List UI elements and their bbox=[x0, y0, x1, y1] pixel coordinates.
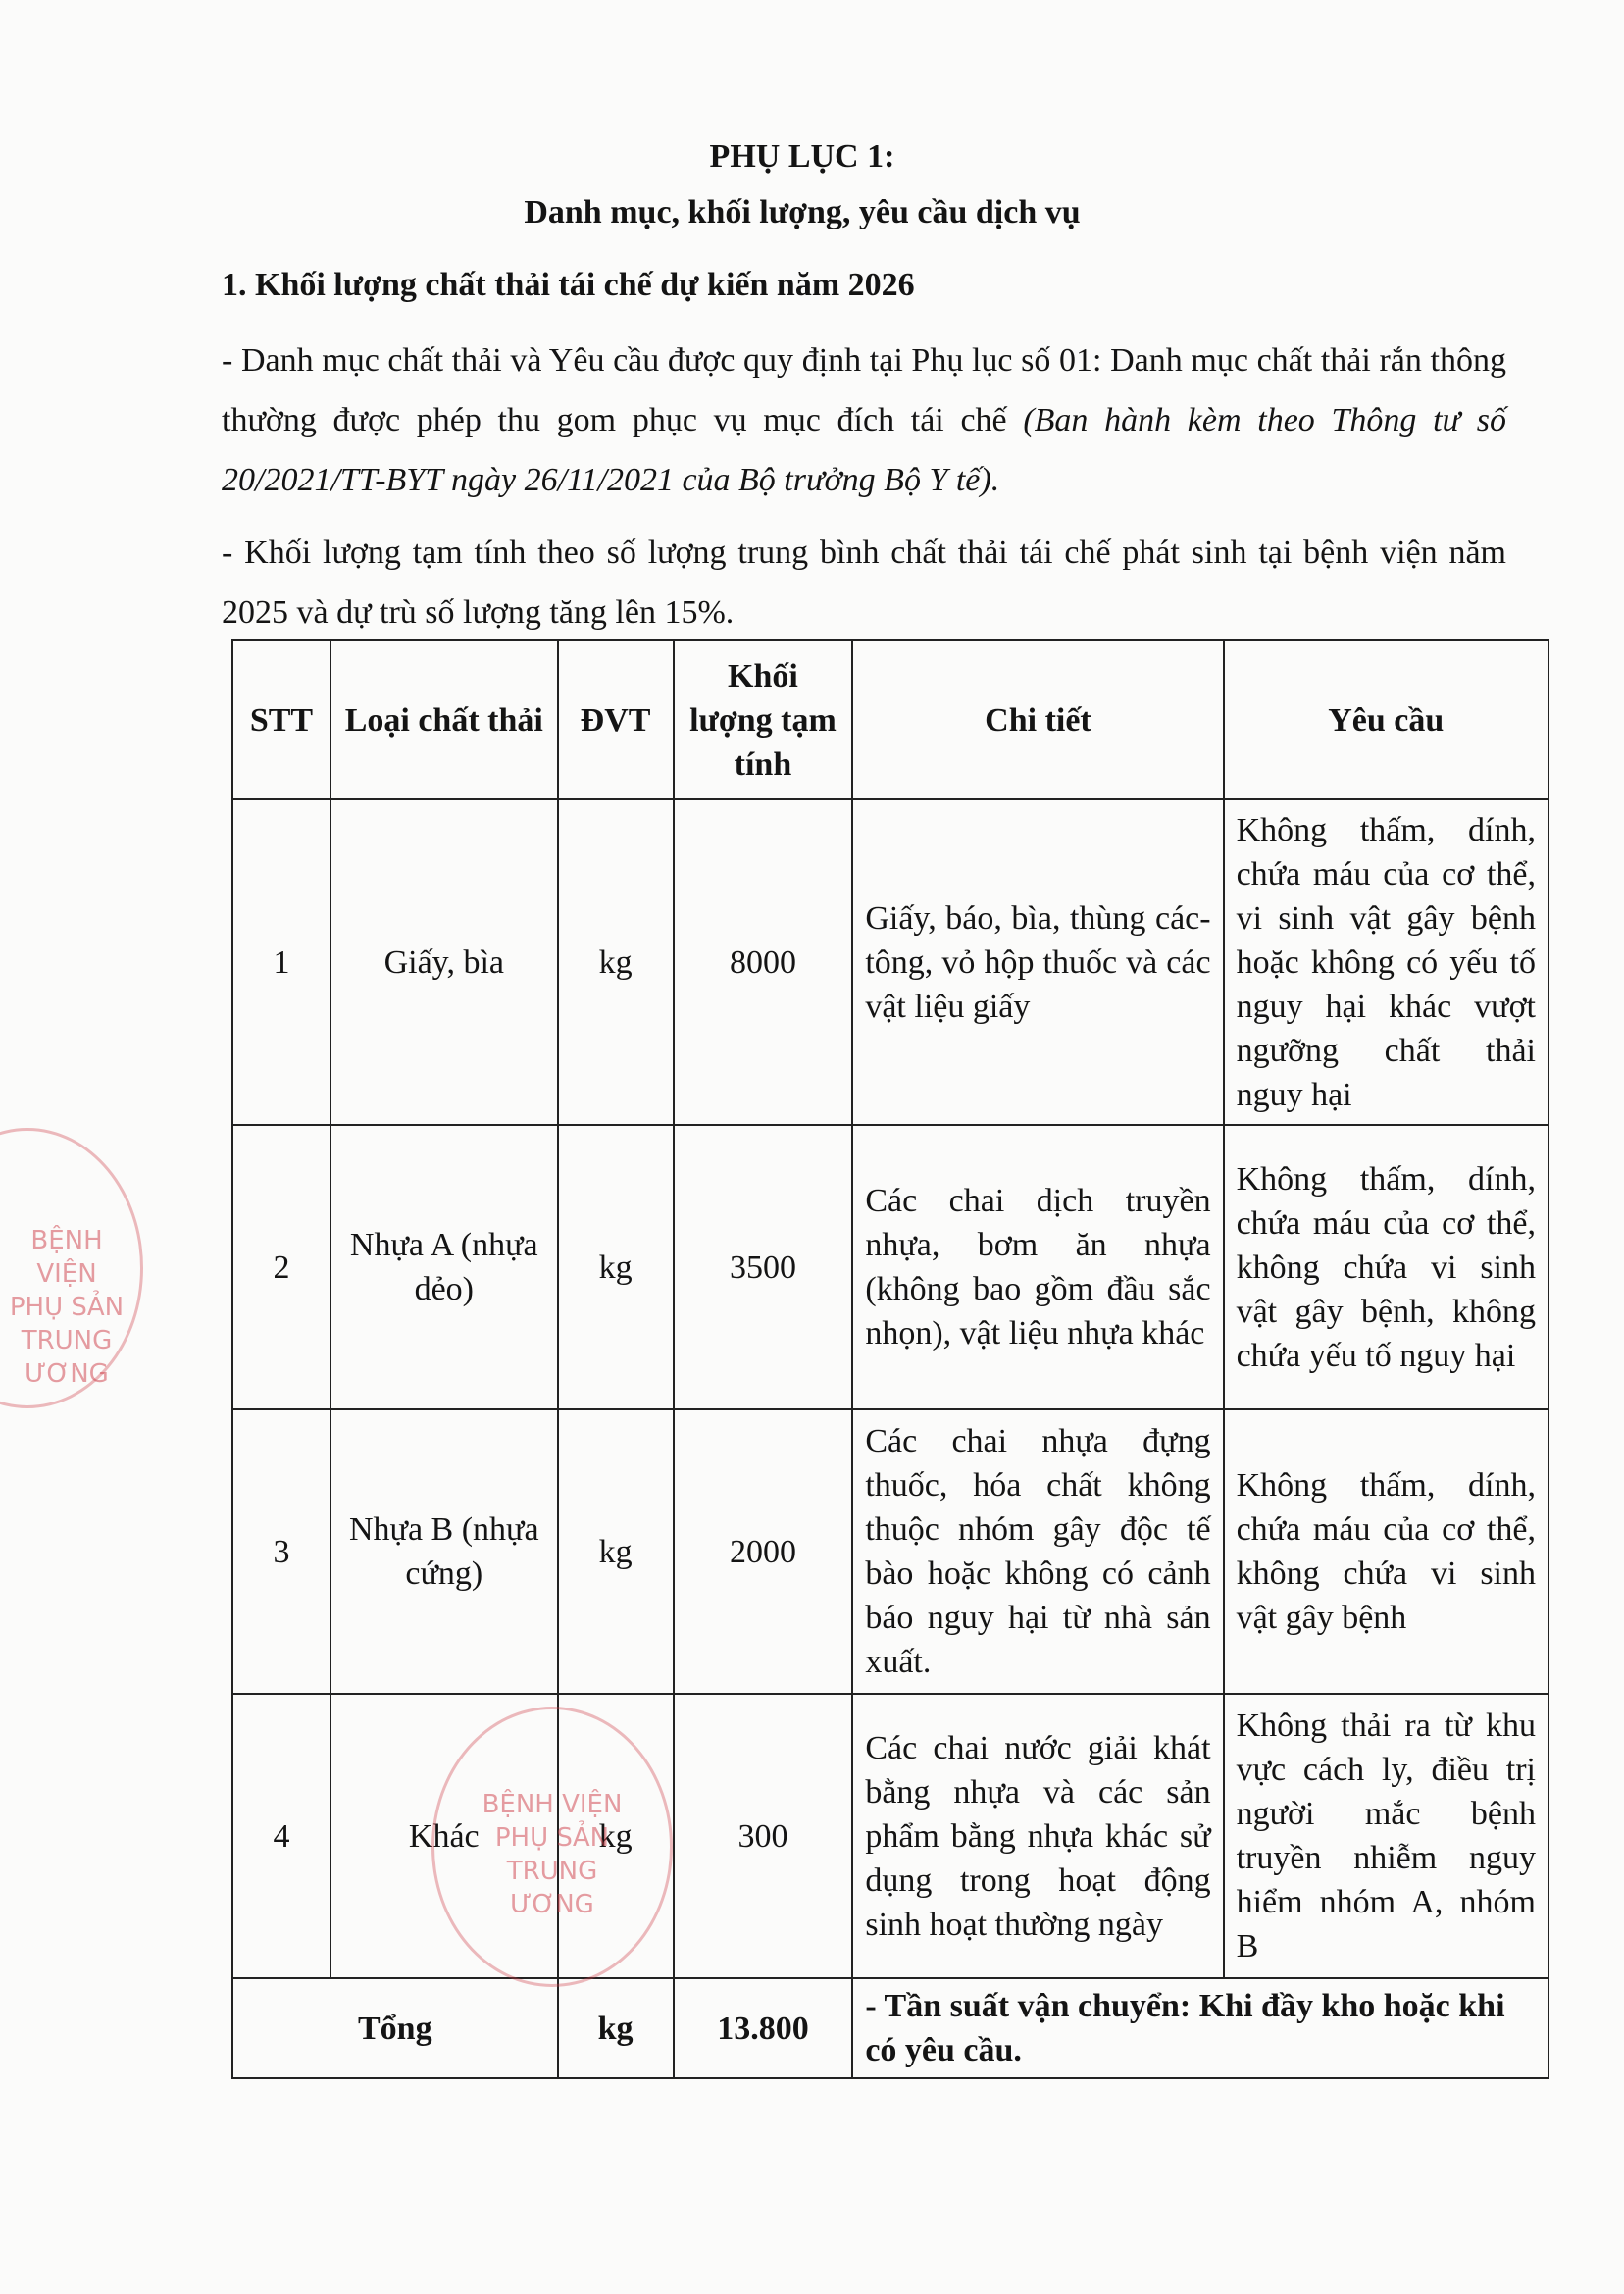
cell-stt: 2 bbox=[232, 1125, 330, 1409]
paragraph-waste-list-reference: (Ban hành kèm theo Thông tư số 20/2021/TT-BYT ngày 26/11/2021 của Bộ trưởng Bộ Y tế). bbox=[222, 402, 1506, 498]
cell-stt: 4 bbox=[232, 1694, 330, 1978]
cell-unit: kg bbox=[558, 799, 674, 1125]
header-requirement: Yêu cầu bbox=[1224, 640, 1548, 799]
cell-volume: 8000 bbox=[674, 799, 853, 1125]
table-row bbox=[232, 1125, 1548, 1409]
header-waste-type: Loại chất thải bbox=[330, 640, 558, 799]
cell-detail: Các chai nhựa đựng thuốc, hóa chất không thuộc nhóm gây độc tế bào hoặc không có cảnh báo nguy hại từ nhà sản xuất. bbox=[852, 1409, 1223, 1694]
cell-unit: kg bbox=[558, 1409, 674, 1694]
cell-unit: kg bbox=[558, 1694, 674, 1978]
paragraph-waste-list-text: - Danh mục chất thải và Yêu cầu được quy định tại Phụ lục số 01: Danh mục chất thải rắn thông thường được phép thu gom phục vụ mục đích tái chế bbox=[222, 342, 1506, 438]
header-unit: ĐVT bbox=[558, 640, 674, 799]
cell-requirement: Không thấm, dính, chứa máu của cơ thể, không chứa vi sinh vật gây bệnh bbox=[1224, 1409, 1548, 1694]
total-unit: kg bbox=[558, 1978, 674, 2078]
cell-requirement: Không thấm, dính, chứa máu của cơ thể, không chứa vi sinh vật gây bệnh, không chứa yếu tố nguy hại bbox=[1224, 1125, 1548, 1409]
cell-requirement: Không thải ra từ khu vực cách ly, điều trị người mắc bệnh truyền nhiễm nguy hiểm nhóm A, nhóm B bbox=[1224, 1694, 1548, 1978]
cell-stt: 1 bbox=[232, 799, 330, 1125]
table-header-row bbox=[232, 640, 1548, 799]
cell-waste-type: Nhựa B (nhựa cứng) bbox=[330, 1409, 558, 1694]
cell-requirement: Không thấm, dính, chứa máu của cơ thể, vi sinh vật gây bệnh hoặc không có yếu tố nguy hại khác vượt ngưỡng chất thải nguy hại bbox=[1224, 799, 1548, 1125]
header-detail: Chi tiết bbox=[852, 640, 1223, 799]
cell-detail: Giấy, báo, bìa, thùng các-tông, vỏ hộp thuốc và các vật liệu giấy bbox=[852, 799, 1223, 1125]
table-row bbox=[232, 1409, 1548, 1694]
cell-volume: 300 bbox=[674, 1694, 853, 1978]
cell-waste-type: Khác bbox=[330, 1694, 558, 1978]
table-total-row bbox=[232, 1978, 1548, 2078]
paragraph-waste-list bbox=[222, 331, 1506, 510]
waste-volume-table bbox=[231, 639, 1549, 2079]
total-volume: 13.800 bbox=[674, 1978, 853, 2078]
cell-waste-type: Nhựa A (nhựa dẻo) bbox=[330, 1125, 558, 1409]
seal-text-left: BỆNH VIỆN PHỤ SẢN TRUNG ƯƠNG bbox=[9, 1226, 125, 1389]
transport-frequency-note: - Tần suất vận chuyển: Khi đầy kho hoặc khi có yêu cầu. bbox=[852, 1978, 1548, 2078]
cell-detail: Các chai dịch truyền nhựa, bơm ăn nhựa (không bao gồm đầu sắc nhọn), vật liệu nhựa khác bbox=[852, 1125, 1223, 1409]
seal-text-center: BỆNH VIỆN PHỤ SẢN TRUNG ƯƠNG bbox=[482, 1790, 623, 1919]
cell-volume: 3500 bbox=[674, 1125, 853, 1409]
cell-waste-type: Giấy, bìa bbox=[330, 799, 558, 1125]
appendix-subtitle: Danh mục, khối lượng, yêu cầu dịch vụ bbox=[524, 194, 1081, 230]
appendix-title: PHỤ LỤC 1: bbox=[709, 138, 895, 175]
header-stt: STT bbox=[232, 640, 330, 799]
hospital-seal-stamp-left bbox=[0, 1128, 143, 1408]
total-label: Tổng bbox=[232, 1978, 558, 2078]
hospital-seal-stamp-center bbox=[431, 1707, 673, 1987]
cell-volume: 2000 bbox=[674, 1409, 853, 1694]
table-row bbox=[232, 799, 1548, 1125]
cell-unit: kg bbox=[558, 1125, 674, 1409]
section-heading: 1. Khối lượng chất thải tái chế dự kiến năm 2026 bbox=[222, 267, 915, 303]
cell-detail: Các chai nước giải khát bằng nhựa và các sản phẩm bằng nhựa khác sử dụng trong hoạt động sinh hoạt thường ngày bbox=[852, 1694, 1223, 1978]
cell-stt: 3 bbox=[232, 1409, 330, 1694]
header-volume: Khối lượng tạm tính bbox=[674, 640, 853, 799]
paragraph-volume-estimate: - Khối lượng tạm tính theo số lượng trung bình chất thải tái chế phát sinh tại bệnh viện năm 2025 và dự trù số lượng tăng lên 15%. bbox=[222, 535, 1506, 631]
table-row bbox=[232, 1694, 1548, 1978]
